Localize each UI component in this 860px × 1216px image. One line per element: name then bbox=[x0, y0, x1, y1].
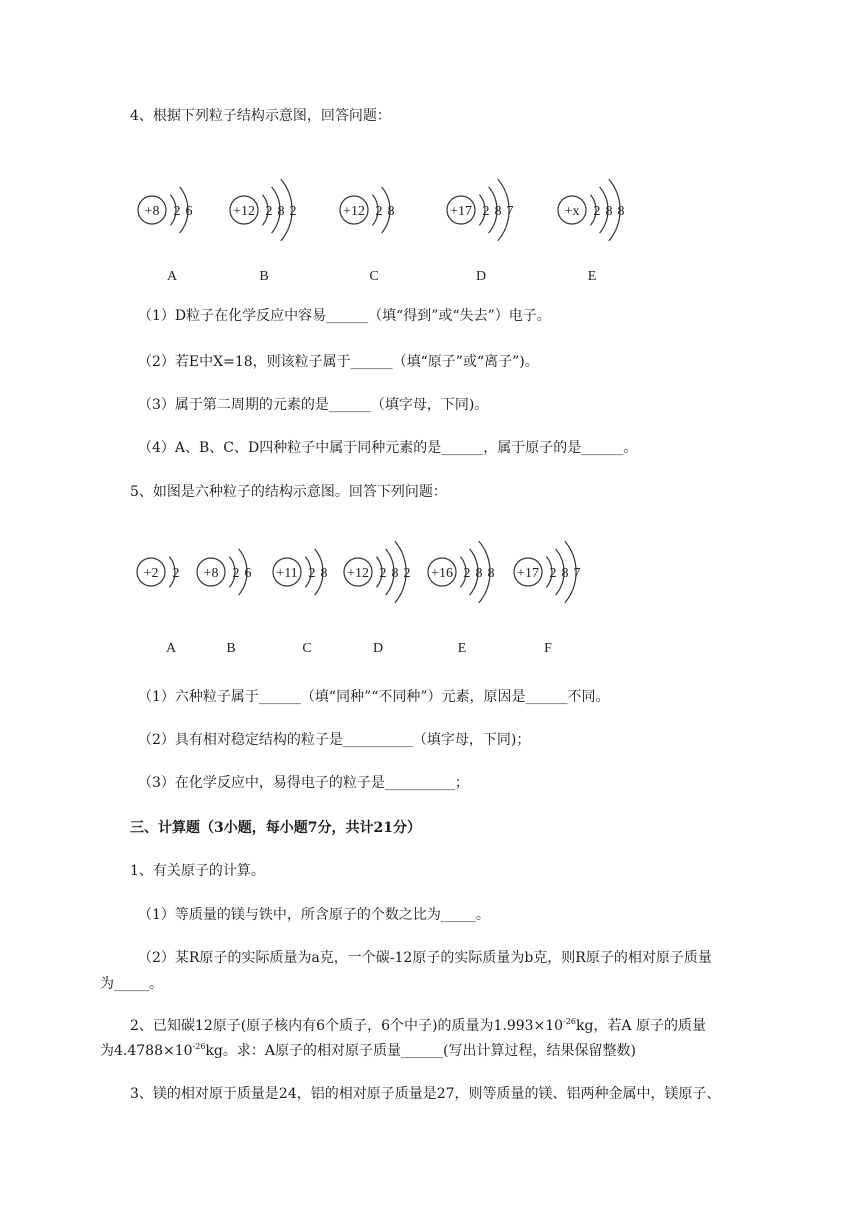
nucleus-charge: +x bbox=[564, 204, 580, 219]
nucleus-charge: +12 bbox=[347, 566, 369, 581]
atom-label: B bbox=[259, 269, 269, 284]
shell-electron-count: 2 bbox=[379, 566, 387, 581]
s3-q2-line-2-exponent: -26 bbox=[192, 1042, 206, 1051]
q5-atom-e bbox=[428, 541, 495, 656]
shell-electron-count: 8 bbox=[617, 204, 625, 219]
shell-electron-count: 8 bbox=[320, 566, 328, 581]
s3-q2-line-1-text-b: kg，若A 原子的质量 bbox=[575, 1018, 706, 1034]
q4-atom-a bbox=[138, 187, 193, 284]
nucleus-charge: +17 bbox=[517, 566, 539, 581]
q4-atom-b bbox=[230, 179, 297, 284]
s3-q2-line-1-exponent: -26 bbox=[563, 1017, 576, 1026]
shell-electron-count: 8 bbox=[561, 566, 569, 581]
nucleus-charge: +8 bbox=[203, 566, 219, 581]
shell-electron-count: 2 bbox=[173, 204, 181, 219]
atom-label: B bbox=[226, 641, 236, 656]
q5-atom-f bbox=[514, 541, 581, 656]
shell-electron-count: 8 bbox=[277, 204, 285, 219]
q5-item-3: （3）在化学反应中，易得电子的粒子是__________； bbox=[138, 775, 469, 791]
q4-title: 4、根据下列粒子结构示意图，回答问题： bbox=[130, 108, 391, 124]
q5-title: 5、如图是六种粒子的结构示意图。回答下列问题： bbox=[130, 484, 447, 500]
s3-q2-line-2-text-a: 为4.4788×10 bbox=[100, 1043, 193, 1059]
nucleus-charge: +2 bbox=[143, 566, 159, 581]
shell-electron-count: 8 bbox=[391, 566, 399, 581]
atom-label: D bbox=[475, 269, 487, 284]
atom-label: A bbox=[166, 269, 178, 284]
q5-atom-c bbox=[273, 549, 328, 656]
q4-atom-diagrams bbox=[0, 140, 860, 290]
nucleus-charge: +11 bbox=[276, 566, 298, 581]
atom-label: C bbox=[369, 269, 379, 284]
s3-q2-line-2 bbox=[100, 1041, 636, 1061]
section3-heading: 三、计算题（3小题，每小题7分，共计21分） bbox=[130, 820, 421, 836]
atom-label: F bbox=[544, 641, 552, 656]
q5-atom-diagrams bbox=[0, 515, 860, 665]
shell-electron-count: 2 bbox=[549, 566, 557, 581]
q5-item-2: （2）具有相对稳定结构的粒子是__________（填字母，下同)； bbox=[138, 732, 531, 748]
nucleus-charge: +12 bbox=[233, 204, 255, 219]
s3-q1-title: 1、有关原子的计算。 bbox=[130, 863, 265, 879]
atom-label: A bbox=[165, 641, 177, 656]
q4-item-4: （4）A、B、C、D四种粒子中属于同种元素的是______，属于原子的是______。 bbox=[138, 440, 638, 456]
atom-label: D bbox=[372, 641, 384, 656]
shell-electron-count: 2 bbox=[232, 566, 240, 581]
q4-item-3: （3）属于第二周期的元素的是______（填字母，下同)。 bbox=[138, 397, 489, 413]
shell-electron-count: 2 bbox=[593, 204, 601, 219]
nucleus-charge: +17 bbox=[450, 204, 472, 219]
q4-atom-e bbox=[558, 179, 625, 284]
shell-electron-count: 8 bbox=[475, 566, 483, 581]
s3-q1-item-2-line-1: （2）某R原子的实际质量为a克，一个碳-12原子的实际质量为b克，则R原子的相对原子质量 bbox=[138, 950, 712, 966]
s3-q1-item-1: （1）等质量的镁与铁中，所含原子的个数之比为_____。 bbox=[138, 907, 490, 923]
shell-electron-count: 2 bbox=[463, 566, 471, 581]
shell-electron-count: 2 bbox=[289, 204, 297, 219]
s3-q2-line-1 bbox=[130, 1016, 706, 1036]
s3-q2-line-1-text-a: 2、已知碳12原子(原子核内有6个质子，6个中子)的质量为1.993×10 bbox=[130, 1018, 564, 1034]
atom-label: E bbox=[587, 269, 597, 284]
atom-label: E bbox=[457, 641, 467, 656]
q5-atom-b bbox=[197, 549, 252, 656]
q4-item-1: （1）D粒子在化学反应中容易______（填“得到”或“失去”）电子。 bbox=[138, 308, 551, 324]
shell-electron-count: 2 bbox=[403, 566, 411, 581]
atom-label: C bbox=[302, 641, 312, 656]
nucleus-charge: +16 bbox=[431, 566, 453, 581]
s3-q3-line-1: 3、镁的相对原于质量是24，铝的相对原子质量是27，则等质量的镁、铝两种金属中，镁原子、 bbox=[130, 1086, 721, 1102]
shell-electron-count: 7 bbox=[506, 204, 514, 219]
shell-electron-count: 8 bbox=[494, 204, 502, 219]
shell-electron-count: 2 bbox=[482, 204, 490, 219]
s3-q2-line-2-text-b: kg。求：A原子的相对原子质量______(写出计算过程，结果保留整数) bbox=[205, 1043, 636, 1059]
s3-q1-item-2-line-2: 为_____。 bbox=[100, 976, 163, 992]
q5-item-1: （1）六种粒子属于______（填“同种”“不同种”）元素，原因是______不同。 bbox=[138, 689, 610, 705]
shell-electron-count: 2 bbox=[172, 566, 180, 581]
q4-item-2: （2）若E中X=18，则该粒子属于______（填“原子”或“离子”)。 bbox=[138, 354, 539, 370]
shell-electron-count: 2 bbox=[308, 566, 316, 581]
shell-electron-count: 7 bbox=[573, 566, 581, 581]
q4-atom-c bbox=[340, 187, 395, 284]
nucleus-charge: +12 bbox=[343, 204, 365, 219]
shell-electron-count: 8 bbox=[387, 204, 395, 219]
shell-electron-count: 2 bbox=[375, 204, 383, 219]
q5-atom-a bbox=[137, 557, 180, 656]
shell-electron-count: 2 bbox=[265, 204, 273, 219]
shell-electron-count: 6 bbox=[185, 204, 193, 219]
nucleus-charge: +8 bbox=[144, 204, 160, 219]
shell-electron-count: 8 bbox=[605, 204, 613, 219]
q5-atom-d bbox=[344, 541, 411, 656]
shell-electron-count: 8 bbox=[487, 566, 495, 581]
shell-electron-count: 6 bbox=[244, 566, 252, 581]
q4-atom-d bbox=[447, 179, 514, 284]
